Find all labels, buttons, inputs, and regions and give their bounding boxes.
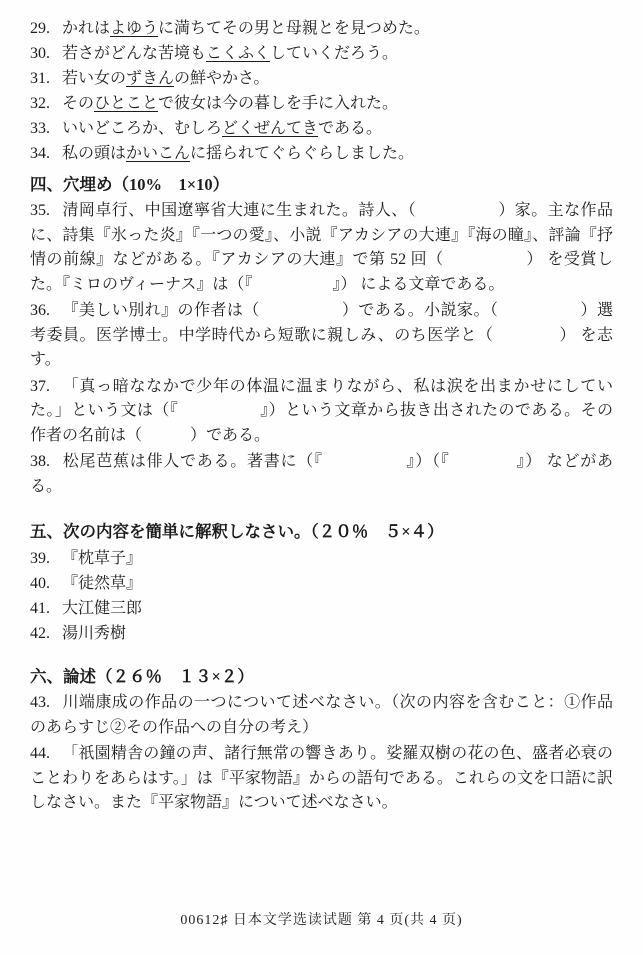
question-number: 40. [30,575,50,592]
question-text: 『枕草子』 [62,550,143,567]
question-text: 湯川秀樹 [62,625,127,642]
question-text: 清岡卓行、中国遼寧省大連に生まれた。詩人、（ ）家。主な作品に、詩集『氷った炎』『一つの愛』、小説『アカシアの大連』『海の瞳』、評論『抒情の前線』などがある。『アカシアの大連』で第 52 回（ ） を受賞した。『ミロのヴィーナス』は（『 』） による文章である。 [30,202,613,293]
question-number: 43. [30,694,50,711]
question-text: 「祇園精舎の鐘の声、諸行無常の響きあり。娑羅双樹の花の色、盛者必衰のことわりをあらはす。」は『平家物語』からの語句である。これらの文を口語に訳しなさい。また『平家物語』について述べなさい。 [30,745,613,811]
page-footer: 00612♯ 日本文学选读试题 第 4 页(共 4 页) [180,913,463,928]
question-text: 川端康成の作品の一つについて述べなさい。（次の内容を含むこと：①作品のあらすじ②その作品への自分の考え） [30,694,613,736]
underlined-word: かいこん [126,145,191,162]
question-text: その [62,95,95,112]
underlined-word: どくぜんてき [222,120,319,137]
question-31 [30,66,613,91]
question-number: 29. [30,20,50,37]
section-four [30,172,613,499]
section-gap [30,646,613,658]
question-number: 30. [30,45,50,62]
question-text: 若さがどんな苦境も [62,45,207,62]
question-35 [30,199,613,297]
question-number: 35. [30,202,50,219]
question-38 [30,450,613,499]
section-six [30,664,613,816]
question-text: である。 [318,120,383,137]
section-six-title: 六、論述（２６％ １３×２） [30,667,254,686]
question-text: かれは [62,20,111,37]
question-40 [30,571,613,596]
question-text: 『美しい別れ』の作者は（ ）である。小説家。（ ）選考委員。医学博士。中学時代から短歌に親しみ、のち医学と（ ） を志す。 [30,302,613,368]
question-number: 32. [30,95,50,112]
question-text: に揺られてぐらぐらしました。 [190,145,415,162]
question-33 [30,116,613,141]
question-text: 「真っ暗ななかで少年の体温に温まりながら、私は涙を出まかせにしていた。」という文は（『 』）という文章から抜き出されたのである。その作者の名前は（ ）である。 [30,377,613,444]
question-number: 39. [30,550,50,567]
underlined-word: ずきん [126,70,175,87]
question-30 [30,41,613,66]
question-number: 44. [30,745,50,762]
question-42 [30,621,613,646]
question-41 [30,596,613,621]
question-text: 松尾芭蕉は俳人である。著書に（『 』）（『 』） などがある。 [30,453,613,495]
question-44 [30,742,613,816]
question-text: の鮮やかさ。 [174,70,270,87]
kana-question-list [30,16,613,166]
question-number: 31. [30,70,50,87]
question-number: 41. [30,600,50,617]
question-34 [30,141,613,166]
question-number: 34. [30,145,50,162]
question-text: いいどころか、むしろ [62,120,223,137]
question-number: 37. [30,377,50,395]
question-43 [30,691,613,740]
question-text: していくだろう。 [270,45,399,62]
section-five-title: 五、次の内容を簡単に解釈しなさい。（２０％ ５×４） [30,522,444,541]
underlined-word: こくふく [206,45,271,62]
section-four-title: 四、穴埋め（10% 1×10） [30,175,230,194]
question-37 [30,375,613,449]
question-29 [30,16,613,41]
question-text: に満ちてその男と母親とを見つめた。 [158,20,430,37]
question-number: 36. [30,302,50,319]
question-36 [30,299,613,373]
question-text: 大江健三郎 [62,600,143,617]
question-number: 33. [30,120,50,137]
question-text: 私の頭は [62,145,127,162]
question-32 [30,91,613,116]
question-39 [30,546,613,571]
question-number: 38. [30,453,50,470]
section-five [30,519,613,646]
underlined-word: ひとこと [94,95,159,112]
section-gap [30,501,613,513]
question-text: で彼女は今の暮しを手に入れた。 [158,95,399,112]
question-text: 若い女の [62,70,127,87]
question-text: 『徒然草』 [62,575,143,592]
underlined-word: よゆう [110,20,159,37]
question-number: 42. [30,625,50,642]
